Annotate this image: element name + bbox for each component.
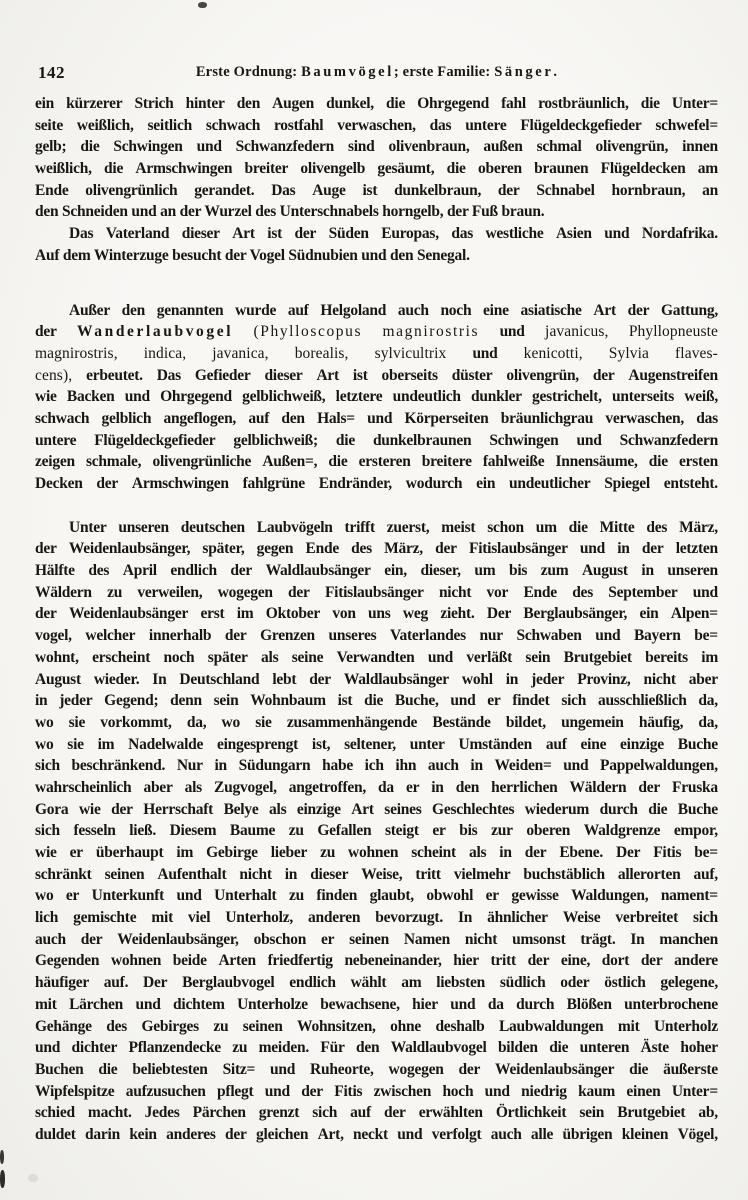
text-line: wo er Unterkunft und Unterhalt zu finden glaubt, obwohl er gewisse Waldungen, nament= bbox=[35, 887, 718, 905]
text-line: duldet darin kein anderes der gleichen Art, neckt und verfolgt auch alle übrigen kleinen Vögel, bbox=[35, 1125, 718, 1143]
text-line: in jeder Gegend; denn sein Wohnbaum ist die Buche, und er findet sich ausschließlich da, bbox=[35, 692, 718, 710]
text-line: den Schneiden und an der Wurzel des Unterschnabels horngelb, der Fuß braun. bbox=[35, 203, 545, 221]
text-line: und dichter Pflanzendecke zu meiden. Für den Waldlaubvogel bilden die unteren Äste hoher bbox=[35, 1039, 718, 1057]
text-line: schränkt seinen Aufenthalt nicht in dieser Weise, tritt vielmehr buchstäblich allerorten auf, bbox=[35, 865, 718, 883]
paragraph bbox=[35, 223, 718, 266]
running-header-title bbox=[35, 62, 718, 81]
text-line: schied macht. Jedes Pärchen grenzt sich auf der erwählten Örtlichkeit sein Brutgebiet ab, bbox=[35, 1104, 718, 1122]
text-line: der Wanderlaubvogel (Phylloscopus magnirostris und javanicus, Phyllopneuste bbox=[35, 323, 718, 341]
text-line: untere Flügeldeckgefieder gelblichweiß; die dunkelbraunen Schwingen und Schwanzfedern bbox=[35, 431, 718, 449]
text-line: auch der Weidenlaubsänger, obschon er seinen Namen nicht umsonst trägt. In manchen bbox=[35, 930, 718, 948]
text-line: Außer den genannten wurde auf Helgoland auch noch eine asiatische Art der Gattung, bbox=[69, 301, 718, 319]
page-number: 142 bbox=[38, 63, 65, 82]
text-line: seite weißlich, seitlich schwach rostfahl verwaschen, das untere Flügeldeckgefieder schwefel= bbox=[35, 116, 718, 134]
text-line: Auf dem Winterzuge besucht der Vogel Südnubien und den Senegal. bbox=[35, 246, 470, 264]
text-line: Gegenden wohnen beide Arten friedfertig nebeneinander, hier tritt der eine, dort der andere bbox=[35, 952, 718, 970]
text-line: Wipfelspitze aufzusuchen pflegt und der Fitis zwischen hoch und niedrig kaum einen Unter= bbox=[35, 1082, 718, 1100]
text-line: Gehänge des Gebirges zu seinen Wohnsitzen, ohne deshalb Laubwaldungen mit Unterholz bbox=[35, 1017, 718, 1035]
text-line: Decken der Armschwingen fahlgrüne Endränder, wodurch ein undeutlicher Spiegel entsteht. bbox=[35, 475, 718, 492]
text-line: sich fesseln ließ. Diesem Baume zu Gefallen steigt er bis zur oberen Waldgrenze empor, bbox=[35, 822, 718, 840]
text-line: Hälfte des April endlich der Waldlaubsänger ein, dieser, um bis zum August in unseren bbox=[35, 562, 718, 580]
text-line: wahrscheinlich aber als Zugvogel, angetroffen, da er in den herrlichen Wäldern der Fruska bbox=[35, 778, 718, 796]
body-text bbox=[35, 93, 718, 1146]
scan-smudge bbox=[0, 1170, 5, 1188]
scan-smudge bbox=[28, 1174, 38, 1182]
text-line: wie er überhaupt im Gebirge lieber zu wohnen scheint als in der Ebene. Der Fitis be= bbox=[35, 844, 718, 861]
header-text-segment: ; erste Familie: bbox=[393, 64, 495, 80]
text-line: Gora wie der Herrschaft Belye als einzige Art seines Geschlechtes wiederum durch die Buche bbox=[35, 800, 718, 818]
text-line: zeigen schmale, olivengrünliche Außen=, die ersteren breitere fahlweiße Innensäume, die ersten bbox=[35, 453, 718, 471]
text-line: Buchen die beliebtesten Sitz= und Ruheorte, wogegen der Weidenlaubsänger die äußerste bbox=[35, 1060, 718, 1078]
text-line: der Weidenlaubsänger erst im Oktober von uns weg zieht. Der Berglaubsänger, ein Alpen= bbox=[35, 605, 718, 623]
paragraph bbox=[35, 93, 718, 223]
text-line: Ende olivengrünlich gerandet. Das Auge ist dunkelbraun, der Schnabel hornbraun, an bbox=[35, 181, 718, 199]
text-line: Das Vaterland dieser Art ist der Süden Europas, das westliche Asien und Nordafrika. bbox=[69, 225, 718, 243]
text-line: ein kürzerer Strich hinter den Augen dunkel, die Ohrgegend fahl rostbräunlich, die Unter= bbox=[35, 95, 718, 112]
text-line: Unter unseren deutschen Laubvögeln trifft zuerst, meist schon um die Mitte des März, bbox=[69, 518, 718, 536]
text-line: häufiger auf. Der Berglaubvogel endlich wählt am liebsten südlich oder östlich gelegene, bbox=[35, 974, 718, 992]
paragraph bbox=[35, 517, 718, 1146]
text-line: weißlich, die Armschwingen breiter olivengelb gesäumt, die oberen braunen Flügeldecken am bbox=[35, 160, 718, 178]
text-line: schwach gelblich angeflogen, auf den Hals= und Körperseiten bräunlichgrau verwaschen, das bbox=[35, 409, 718, 427]
scan-smudge bbox=[198, 2, 207, 8]
text-line: cens), erbeutet. Das Gefieder dieser Art ist oberseits düster olivengrün, der Augenstreifen bbox=[35, 366, 718, 384]
header-text-segment: Erste Ordnung: bbox=[195, 64, 302, 80]
running-header bbox=[35, 62, 718, 84]
text-line: August wieder. In Deutschland lebt der Waldlaubsänger wohl in jeder Provinz, nicht aber bbox=[35, 670, 718, 688]
text-line: mit Lärchen und dichtem Unterholze bewachsene, hier und da durch Blößen unterbrochene bbox=[35, 995, 718, 1013]
header-text-segment: . bbox=[553, 64, 558, 80]
text-line: wo sie vorkommt, da, wo sie zusammenhängende Bestände bildet, ungemein häufig, da, bbox=[35, 713, 718, 731]
text-line: vogel, welcher innerhalb der Grenzen unseres Vaterlandes nur Schwaben und Bayern be= bbox=[35, 627, 718, 645]
scan-smudge bbox=[0, 1150, 4, 1164]
header-text-segment: Sänger bbox=[494, 64, 554, 80]
text-line: magnirostris, indica, javanica, borealis, sylvicultrix und kenicotti, Sylvia flaves- bbox=[35, 344, 718, 362]
text-line: wo sie im Nadelwalde eingesprengt ist, seltener, unter Umständen auf eine einzige Buche bbox=[35, 735, 718, 753]
text-line: wie Backen und Ohrgegend gelblichweiß, letztere undeutlich dunkler gestrichelt, unterseits weiß, bbox=[35, 388, 718, 406]
text-line: wohnt, erscheint noch später als seine Verwandten und verläßt sein Brutgebiet bereits im bbox=[35, 648, 718, 666]
text-line: Wäldern zu verweilen, wogegen der Fitislaubsänger nicht vor Ende des September und bbox=[35, 583, 718, 601]
header-text-segment: Baumvögel bbox=[301, 64, 394, 80]
text-line: gelb; die Schwingen und Schwanzfedern sind olivenbraun, außen schmal olivengrün, innen bbox=[35, 138, 718, 156]
text-line: sich beschränkend. Nur in Südungarn habe ich ihn auch in Weiden= und Pappelwaldungen, bbox=[35, 757, 718, 775]
text-line: lich gemischte mit viel Unterholz, anderen bevorzugt. In ähnlicher Weise verbreitet sich bbox=[35, 909, 718, 927]
text-line: der Weidenlaubsänger, später, gegen Ende des März, der Fitislaubsänger und in der letzten bbox=[35, 540, 718, 558]
paragraph bbox=[35, 300, 718, 495]
